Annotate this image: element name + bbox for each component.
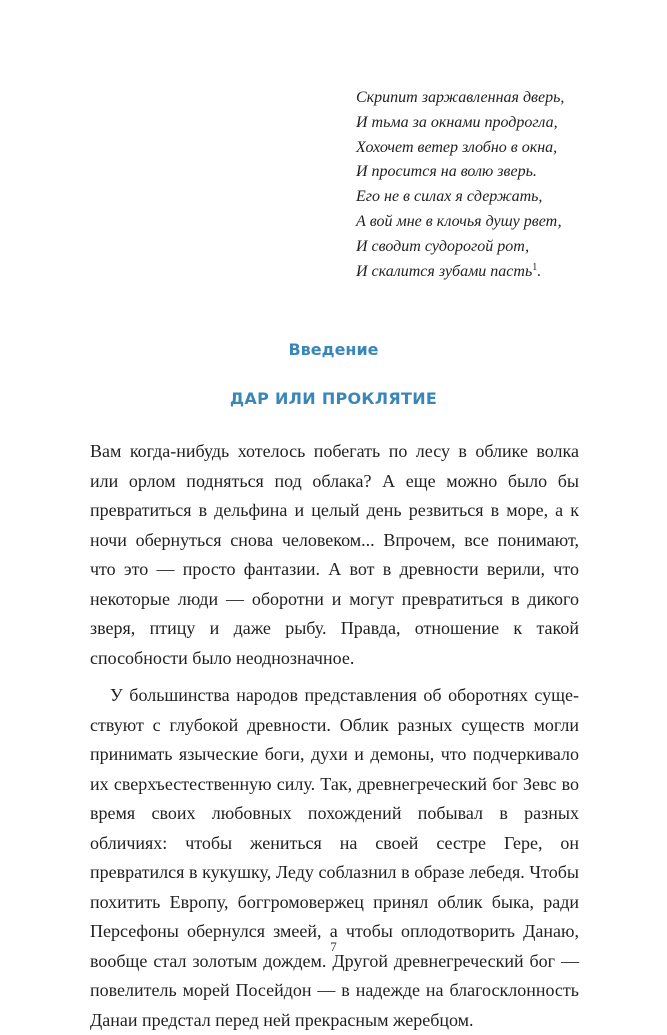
epigraph-line-3: Хохочет ветер злобно в окна,	[356, 138, 558, 156]
epigraph-line-2: И тьма за окнами продрогла,	[356, 113, 558, 131]
epigraph-line-4: И просится на волю зверь.	[356, 163, 537, 181]
paragraph-2: У большинства народов представления об оборотнях существуют с глубокой древности. Облик разных существ могли принимать языческие боги, духи и демоны, что подчеркивало их сверхъестественную силу. Так, древнегреческий бог Зевс во время своих любовных похождений побывал в разных обличиях: чтобы жениться на своей сестре Гере, он превратился в кукушку, Леду соблазнил в образе лебедя. Чтобы похитить Европу, боггромовержец принял облик быка, ради Персефоны обернулся змеей, а чтобы оплодотворить Данаю, вообще стал золотым дождем. Другой древнегреческий бог — повелитель морей Посейдон — в надежде на благосклонность Данаи предстал перед ней прекрасным жеребцом.	[90, 685, 579, 1030]
epigraph-end-punct: .	[537, 262, 542, 280]
epigraph-line-7: И сводит судорогой рот,	[356, 237, 530, 255]
page-number: 7	[330, 939, 337, 954]
epigraph-poem	[356, 86, 646, 284]
epigraph-line-1: Скрипит заржавленная дверь,	[356, 89, 565, 106]
section-label: Введение	[288, 340, 379, 359]
epigraph-line-6: А вой мне в клочья душу рвет,	[356, 212, 562, 230]
footnote-marker[interactable]: 1	[532, 261, 538, 273]
paragraph-1: Вам когда-нибудь хотелось побегать по лесу в облике волка или орлом подняться под облака? А еще можно было бы превратиться в дельфина и целый день резвиться в море, а к ночи обернуться снова человеком... Впрочем, все понимают, что это — просто фантазии. А вот в древности верили, что некоторые люди — оборотни и могут превратиться в дикого зверя, птицу и даже рыбу. Правда, отношение к такой способности было неоднозначное.	[90, 441, 579, 668]
epigraph-line-8: И скалится зубами пасть	[356, 262, 533, 280]
epigraph-line-5: Его не в силах я сдержать,	[356, 188, 543, 206]
epigraph-line-8-wrapper	[356, 260, 646, 285]
chapter-title: ДАР ИЛИ ПРОКЛЯТИЕ	[229, 389, 438, 408]
